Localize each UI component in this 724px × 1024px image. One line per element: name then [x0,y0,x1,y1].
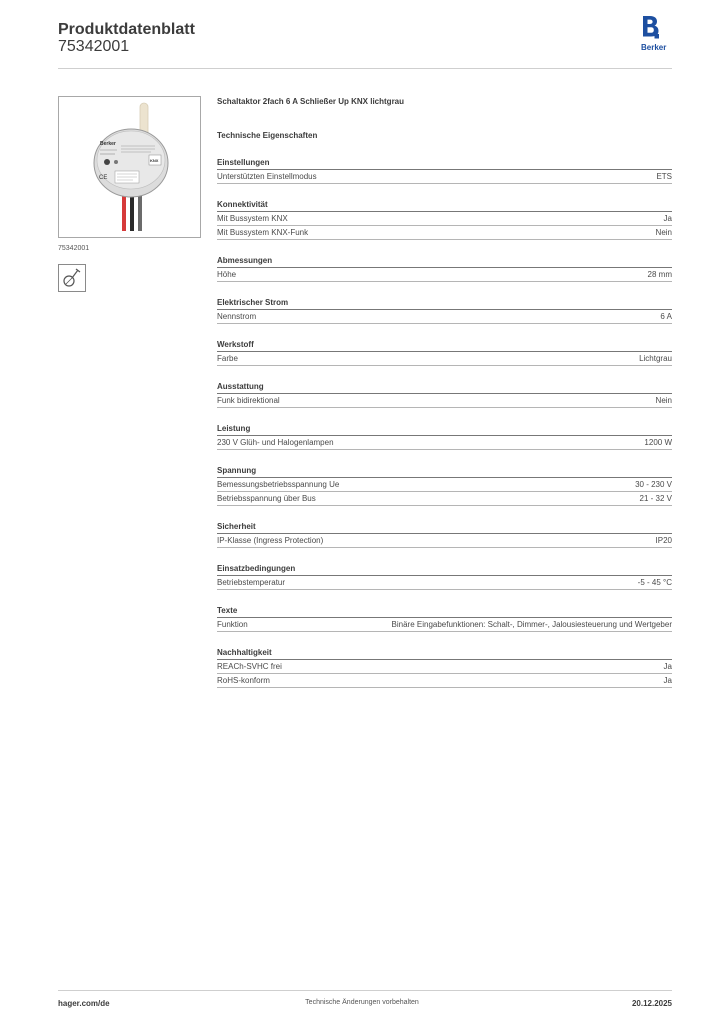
spec-value: Ja [663,676,672,685]
spec-value: 30 - 230 V [635,480,672,489]
spec-row [217,674,672,688]
spec-key: Mit Bussystem KNX-Funk [217,228,309,237]
product-number: 75342001 [58,38,130,55]
spec-group-header: Sicherheit [217,521,672,534]
product-title: Schaltaktor 2fach 6 A Schließer Up KNX lichtgrau [217,97,405,106]
berker-b-icon [642,16,660,40]
spec-row [217,492,672,506]
spec-key: RoHS-konform [217,676,270,685]
spec-group-header: Abmessungen [217,255,672,268]
device-brand-label: Berker [100,141,116,147]
spec-key: Unterstützten Einstellmodus [217,172,317,181]
spec-group [217,297,672,324]
spec-group-header: Einsatzbedingungen [217,563,672,576]
spec-value: Lichtgrau [639,354,672,363]
spec-key: REACh-SVHC frei [217,662,282,671]
spec-row [217,268,672,282]
spec-key: Betriebsspannung über Bus [217,494,316,503]
spec-value: ETS [656,172,672,181]
spec-value: Ja [663,214,672,223]
spec-row [217,660,672,674]
spec-value: 21 - 32 V [639,494,672,503]
spec-group-header: Elektrischer Strom [217,297,672,310]
spec-group-header: Spannung [217,465,672,478]
spec-group [217,605,672,632]
spec-value: Nein [655,228,672,237]
spec-value: Ja [663,662,672,671]
spec-key: Farbe [217,354,238,363]
spec-key: Höhe [217,270,237,279]
spec-value: -5 - 45 °C [637,578,672,587]
spec-row [217,394,672,408]
spec-group [217,563,672,590]
spec-value: Binäre Eingabefunktionen: Schalt-, Dimmer-, Jalousiesteuerung und Wertgeber [391,620,672,629]
svg-text:CE: CE [99,175,108,181]
page-title: Produktdatenblatt [58,21,195,38]
spec-group-header: Einstellungen [217,157,672,170]
knx-badge: KNX [150,158,159,163]
footer-date: 20.12.2025 [631,999,672,1008]
spec-row [217,436,672,450]
spec-value: IP20 [655,536,672,545]
spec-group [217,157,672,184]
spec-group [217,199,672,240]
spec-value: Nein [655,396,672,405]
spec-group [217,423,672,450]
spec-groups [217,157,672,688]
spec-key: IP-Klasse (Ingress Protection) [217,536,324,545]
image-caption: 75342001 [58,245,90,252]
spec-row [217,226,672,240]
spec-row [217,618,672,632]
spec-group-header: Konnektivität [217,199,672,212]
footer-divider [58,990,672,991]
spec-value: 6 A [660,312,672,321]
spec-row [217,576,672,590]
spec-row [217,534,672,548]
spec-group [217,521,672,548]
berker-logo [640,16,674,56]
spec-value: 1200 W [644,438,672,447]
spec-group-header: Texte [217,605,672,618]
spec-group [217,255,672,282]
section-heading: Technische Eigenschaften [217,131,318,140]
footer-note: Technische Änderungen vorbehalten [305,999,419,1006]
product-image [58,96,201,238]
spec-row [217,352,672,366]
spec-key: 230 V Glüh- und Halogenlampen [217,438,334,447]
spec-row [217,212,672,226]
spec-group-header: Nachhaltigkeit [217,647,672,660]
footer-website[interactable]: hager.com/de [58,999,110,1008]
spec-content [217,96,672,688]
spec-group [217,465,672,506]
device-illustration [59,97,200,237]
spec-group [217,339,672,366]
spec-row [217,478,672,492]
spec-key: Funk bidirektional [217,396,280,405]
spec-group [217,647,672,688]
spec-row [217,170,672,184]
spec-group-header: Werkstoff [217,339,672,352]
spec-key: Betriebstemperatur [217,578,286,587]
brand-name: Berker [641,43,667,52]
spec-key: Nennstrom [217,312,257,321]
spec-group-header: Ausstattung [217,381,672,394]
header-divider [58,68,672,69]
spec-group-header: Leistung [217,423,672,436]
spec-key: Bemessungsbetriebsspannung Ue [217,480,340,489]
spec-value: 28 mm [647,270,672,279]
spec-key: Mit Bussystem KNX [217,214,288,223]
spec-group [217,381,672,408]
spec-row [217,310,672,324]
spec-key: Funktion [217,620,248,629]
screwdriver-icon [58,264,86,292]
